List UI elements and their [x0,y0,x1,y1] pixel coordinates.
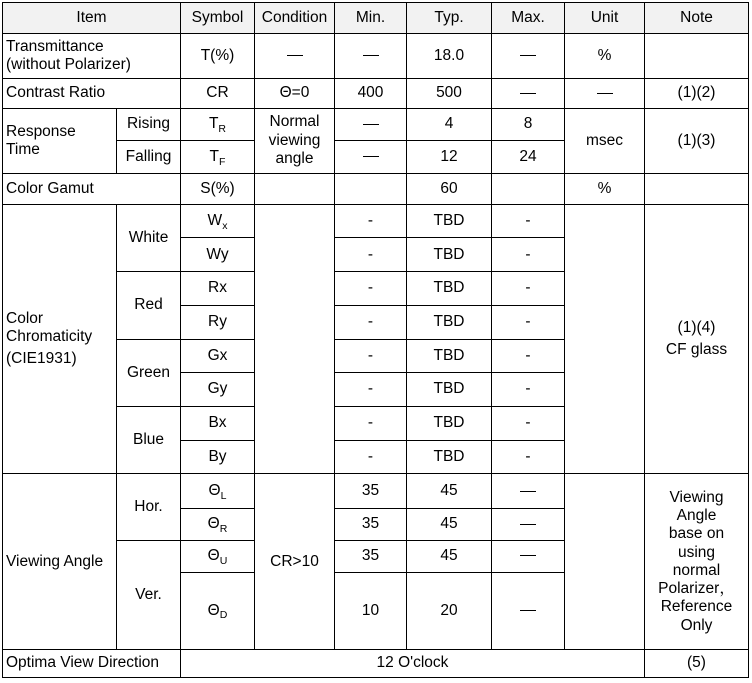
bx-min: - [335,406,407,440]
theta-r-typ: 45 [407,509,492,541]
gamut-note [645,174,749,205]
blue-label: Blue [117,406,181,473]
wy-symbol: Wy [181,238,255,272]
transmittance-max [492,34,565,79]
rising-max: 8 [492,108,565,141]
response-unit: msec [565,108,645,173]
header-item: Item [3,3,181,34]
contrast-row [3,78,749,108]
optima-value: 12 O'clock [181,650,645,678]
theta-r-max [492,509,565,541]
header-min: Min. [335,3,407,34]
header-condition: Condition [255,3,335,34]
chroma-unit [565,204,645,474]
header-symbol: Symbol [181,3,255,34]
ry-typ: TBD [407,305,492,339]
contrast-unit [565,78,645,108]
hor-label: Hor. [117,474,181,540]
ver-label: Ver. [117,540,181,649]
transmittance-unit: % [565,34,645,79]
gx-typ: TBD [407,339,492,373]
chroma-note: (1)(4) CF glass [645,204,749,474]
theta-r-symbol: $\Theta_R$ [181,509,255,541]
white-label: White [117,204,181,271]
bx-symbol: Bx [181,406,255,440]
bx-typ: TBD [407,406,492,440]
red-label: Red [117,272,181,339]
viewing-condition: CR>10 [255,474,335,650]
response-condition: Normal viewing angle [255,108,335,173]
contrast-symbol: CR [181,78,255,108]
falling-label: Falling [117,141,181,174]
contrast-typ: 500 [407,78,492,108]
gamut-max [492,174,565,205]
chroma-wx-row [3,204,749,238]
transmittance-item: Transmittance (without Polarizer) [3,34,181,79]
rx-symbol: Rx [181,272,255,306]
wx-max: - [492,204,565,238]
header-typ: Typ. [407,3,492,34]
by-symbol: By [181,440,255,474]
header-max: Max. [492,3,565,34]
viewing-note: Viewing Angle base on using normal Polarizer， Reference Only [645,474,749,650]
chroma-condition [255,204,335,474]
theta-u-max [492,540,565,572]
rising-typ: 4 [407,108,492,141]
by-min: - [335,440,407,474]
viewing-l-row [3,474,749,509]
transmittance-row [3,34,749,79]
contrast-note: (1)(2) [645,78,749,108]
gx-max: - [492,339,565,373]
gamut-row [3,174,749,205]
rising-label: Rising [117,108,181,141]
gy-max: - [492,373,565,407]
header-row [3,3,749,34]
optima-note: (5) [645,650,749,678]
theta-u-typ: 45 [407,540,492,572]
viewing-unit [565,474,645,650]
gx-symbol: Gx [181,339,255,373]
bx-max: - [492,406,565,440]
wx-typ: TBD [407,204,492,238]
theta-u-symbol: $\Theta_U$ [181,540,255,572]
theta-l-typ: 45 [407,474,492,509]
response-item: Response Time [3,108,117,173]
theta-d-typ: 20 [407,572,492,650]
header-unit: Unit [565,3,645,34]
contrast-min: 400 [335,78,407,108]
ry-min: - [335,305,407,339]
theta-l-min: 35 [335,474,407,509]
optima-item: Optima View Direction [3,650,181,678]
response-rising-row [3,108,749,141]
viewing-item: Viewing Angle [3,474,117,650]
falling-min [335,141,407,174]
falling-symbol: $T_F$ [181,141,255,174]
rx-min: - [335,272,407,306]
gamut-min [335,174,407,205]
transmittance-min [335,34,407,79]
response-note: (1)(3) [645,108,749,173]
gamut-unit: % [565,174,645,205]
ry-symbol: Ry [181,305,255,339]
theta-l-symbol: $\Theta_L$ [181,474,255,509]
contrast-max [492,78,565,108]
rising-symbol: $T_R$ [181,108,255,141]
by-max: - [492,440,565,474]
contrast-condition: Θ=0 [255,78,335,108]
wy-max: - [492,238,565,272]
falling-typ: 12 [407,141,492,174]
transmittance-condition [255,34,335,79]
theta-u-min: 35 [335,540,407,572]
header-note: Note [645,3,749,34]
green-label: Green [117,339,181,406]
wx-min: - [335,204,407,238]
wy-min: - [335,238,407,272]
theta-d-symbol: $\Theta_D$ [181,572,255,650]
theta-r-min: 35 [335,509,407,541]
by-typ: TBD [407,440,492,474]
wx-symbol: $W_x$ [181,204,255,238]
gy-typ: TBD [407,373,492,407]
rising-min [335,108,407,141]
wy-typ: TBD [407,238,492,272]
contrast-item: Contrast Ratio [3,78,181,108]
gx-min: - [335,339,407,373]
falling-max: 24 [492,141,565,174]
gy-min: - [335,373,407,407]
transmittance-typ: 18.0 [407,34,492,79]
gamut-item: Color Gamut [3,174,181,205]
rx-typ: TBD [407,272,492,306]
transmittance-symbol: T(%) [181,34,255,79]
gamut-symbol: S(%) [181,174,255,205]
spec-table [2,2,749,678]
rx-max: - [492,272,565,306]
theta-d-min: 10 [335,572,407,650]
gy-symbol: Gy [181,373,255,407]
gamut-typ: 60 [407,174,492,205]
gamut-condition [255,174,335,205]
theta-d-max [492,572,565,650]
optima-row [3,650,749,678]
transmittance-note [645,34,749,79]
ry-max: - [492,305,565,339]
theta-l-max [492,474,565,509]
chroma-item: Color Chromaticity (CIE1931) [3,204,117,474]
